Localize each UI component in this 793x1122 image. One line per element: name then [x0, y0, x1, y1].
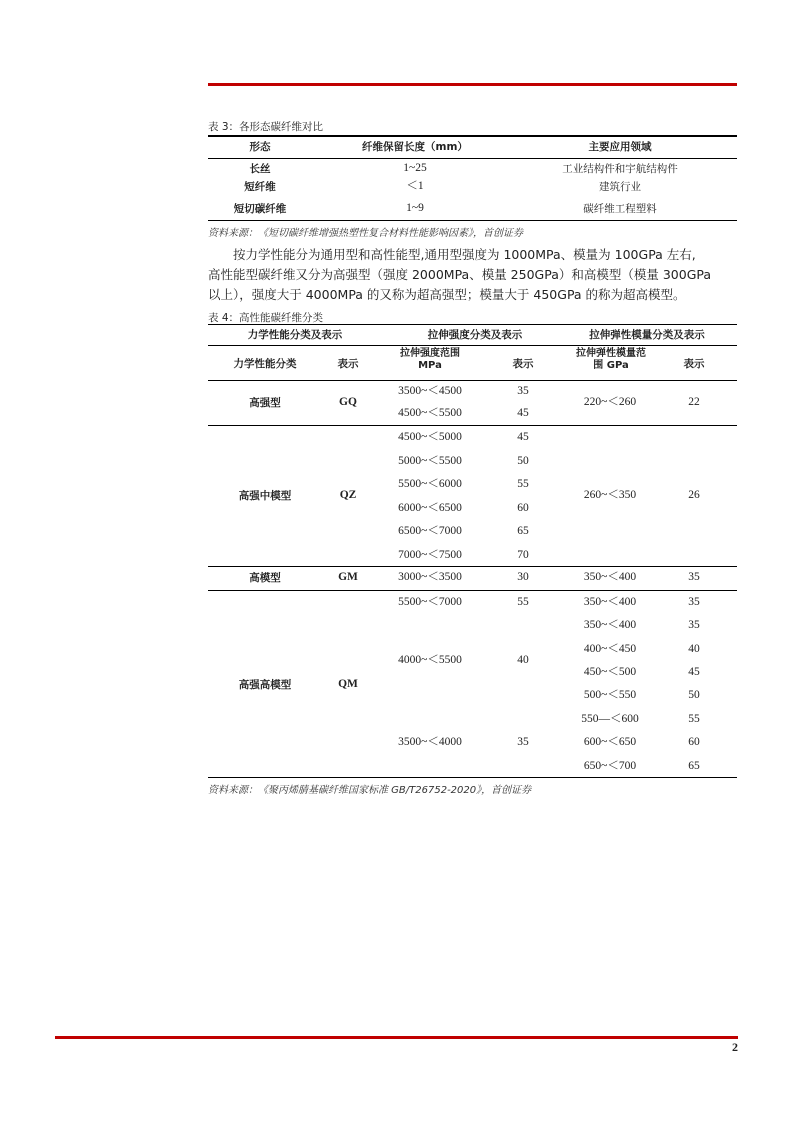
footer-rule [55, 1036, 738, 1039]
table4-strength-range: 6500~＜7000 [398, 525, 462, 537]
table4-modulus-code: 35 [688, 596, 700, 608]
table4-modulus-code: 22 [688, 396, 700, 408]
table4-top-rule [208, 324, 737, 325]
table3-caption: 表 3：各形态碳纤维对比 [208, 121, 324, 133]
table4-strength-range: 3500~＜4000 [398, 736, 462, 748]
paragraph-line-3: 以上），强度大于 4000MPa 的又称为超高强型；模量大于 450GPa 的称为超高模型。 [208, 287, 686, 302]
table4-strength-range: 5500~＜6000 [398, 478, 462, 490]
table4-class: 高模型 [249, 572, 281, 584]
table3-cell-application: 建筑行业 [599, 181, 641, 193]
table4-group-divider [208, 590, 737, 591]
table3-header-rule [208, 158, 737, 159]
table3-cell-form: 长丝 [249, 163, 271, 175]
table4-subheader-modulus-range: 拉伸弹性模量范围 GPa [576, 348, 646, 371]
header-rule [208, 83, 737, 86]
table3-cell-length: ＜1 [406, 180, 424, 192]
table4-group-divider [208, 425, 737, 426]
paragraph-line-1: 按力学性能分为通用型和高性能型,通用型强度为 1000MPa、模量为 100GPa 左右, [233, 247, 696, 262]
table4-subheader-code: 表示 [337, 358, 359, 370]
table4-strength-code: 35 [517, 385, 529, 397]
table4-strength-code: 55 [517, 478, 529, 490]
table4-modulus-code: 60 [688, 736, 700, 748]
table3-source: 资料来源：《短切碳纤维增强热塑性复合材料性能影响因素》，首创证券 [208, 228, 523, 239]
table3-header-length: 纤维保留长度（mm） [362, 141, 468, 153]
table4-header-rule [208, 380, 737, 381]
table3-bottom-rule [208, 220, 737, 221]
table4-strength-range: 4500~＜5000 [398, 431, 462, 443]
table4-modulus-code: 50 [688, 689, 700, 701]
table4-strength-range: 7000~＜7500 [398, 549, 462, 561]
table4-strength-code: 50 [517, 455, 529, 467]
table3-cell-length: 1~9 [406, 202, 424, 214]
table4-modulus-code: 45 [688, 666, 700, 678]
table4-strength-code: 55 [517, 596, 529, 608]
paragraph-line-2: 高性能型碳纤维又分为高强型（强度 2000MPa、模量 250GPa）和高模型（模量 300GPa [208, 267, 712, 282]
table4-modulus-range: 600~＜650 [583, 736, 637, 748]
table4-strength-range: 4500~＜5500 [398, 407, 462, 419]
table4-modulus-range: 550—＜600 [581, 713, 639, 725]
table3-cell-length: 1~25 [403, 162, 427, 174]
table4-class: 高强中模型 [238, 490, 292, 502]
table4-modulus-range: 350~＜400 [583, 619, 637, 631]
table4-strength-range: 5500~＜7000 [398, 596, 462, 608]
table4-strength-code: 30 [517, 571, 529, 583]
table3-header-form: 形态 [249, 141, 271, 153]
table4-subheader-class: 力学性能分类 [233, 358, 297, 370]
table3-cell-form: 短切碳纤维 [233, 203, 287, 215]
table4-code: QZ [339, 489, 357, 501]
table4-modulus-range: 450~＜500 [583, 666, 637, 678]
table4-group-divider [208, 566, 737, 567]
table4-code: GM [338, 571, 358, 583]
table4-modulus-code: 26 [688, 489, 700, 501]
table4-code: GQ [339, 396, 357, 408]
table4-strength-code: 40 [517, 654, 529, 666]
table4-modulus-range: 220~＜260 [583, 396, 637, 408]
table4-subheader-strength-range: 拉伸强度范围 MPa [400, 348, 460, 371]
table4-source: 资料来源：《聚丙烯腈基碳纤维国家标准 GB/T26752-2020》，首创证券 [208, 785, 532, 796]
table4-class: 高强高模型 [238, 679, 292, 691]
table4-modulus-code: 35 [688, 571, 700, 583]
table4-group-header-strength: 拉伸强度分类及表示 [427, 329, 523, 341]
table4-subheader-strength-code: 表示 [512, 358, 534, 370]
table4-strength-range: 5000~＜5500 [398, 455, 462, 467]
table4-modulus-code: 40 [688, 643, 700, 655]
table4-modulus-range: 260~＜350 [583, 489, 637, 501]
table4-modulus-code: 35 [688, 619, 700, 631]
table4-bottom-rule [208, 777, 737, 778]
table4-strength-code: 60 [517, 502, 529, 514]
table4-strength-range: 6000~＜6500 [398, 502, 462, 514]
table4-strength-code: 70 [517, 549, 529, 561]
table4-strength-range: 4000~＜5500 [398, 654, 462, 666]
table4-modulus-code: 55 [688, 713, 700, 725]
table4-subheader-modulus-code: 表示 [683, 358, 705, 370]
table4-modulus-range: 350~＜400 [583, 596, 637, 608]
table4-class: 高强型 [249, 397, 281, 409]
table4-modulus-range: 500~＜550 [583, 689, 637, 701]
table4-strength-range: 3500~＜4500 [398, 385, 462, 397]
table4-modulus-range: 350~＜400 [583, 571, 637, 583]
table4-caption: 表 4：高性能碳纤维分类 [208, 312, 324, 324]
table4-group-header-modulus: 拉伸弹性模量分类及表示 [589, 329, 705, 341]
table3-top-rule [208, 135, 737, 137]
table4-modulus-range: 650~＜700 [583, 760, 637, 772]
table3-cell-application: 工业结构件和宇航结构件 [562, 163, 678, 175]
table4-modulus-range: 400~＜450 [583, 643, 637, 655]
table3-header-application: 主要应用领域 [588, 141, 652, 153]
table4-modulus-code: 65 [688, 760, 700, 772]
table4-group-header-mechanical: 力学性能分类及表示 [247, 329, 343, 341]
table4-strength-code: 45 [517, 431, 529, 443]
table4-strength-code: 45 [517, 407, 529, 419]
table4-code: QM [338, 678, 358, 690]
table4-strength-range: 3000~＜3500 [398, 571, 462, 583]
table4-strength-code: 35 [517, 736, 529, 748]
table4-group-rule [208, 345, 737, 346]
page-number: 2 [732, 1040, 738, 1054]
table4-strength-code: 65 [517, 525, 529, 537]
table3-cell-form: 短纤维 [244, 181, 276, 193]
table3-cell-application: 碳纤维工程塑料 [583, 203, 657, 215]
